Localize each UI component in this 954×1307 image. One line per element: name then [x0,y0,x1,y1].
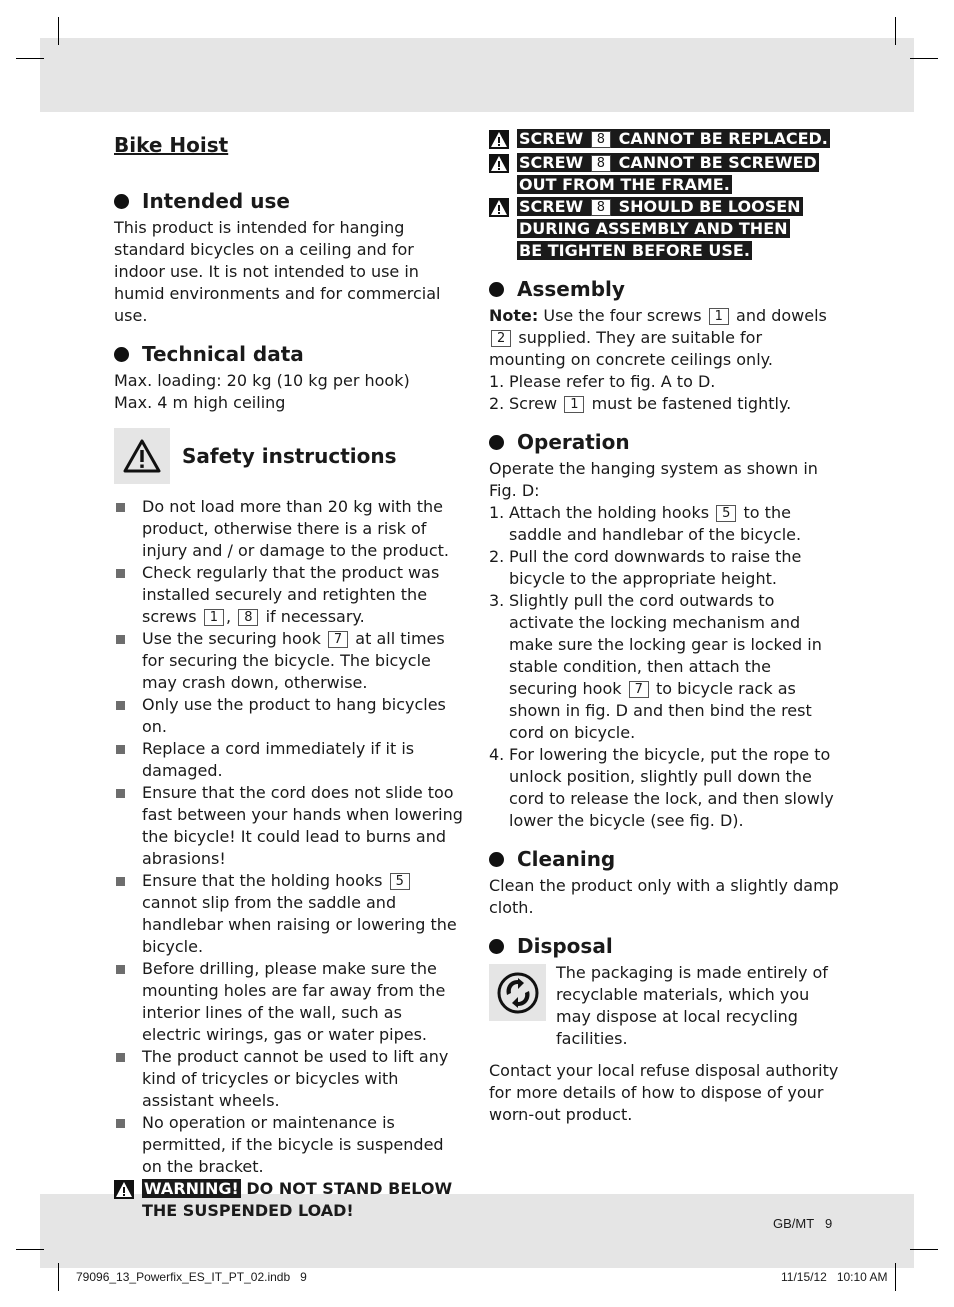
warning-text-block [517,196,813,262]
crop-mark [58,1263,59,1291]
list-item-text: at all times for securing the bicycle. The bicycle may crash down, otherwise. [142,629,445,692]
intended-use-title: Intended use [142,189,290,213]
warning-text-block [142,1178,464,1222]
warning-triangle-icon [489,152,517,176]
note-text: Use the four screws [543,306,702,325]
recycle-icon [489,964,546,1021]
warning-text-block [517,128,830,150]
warning-triangle-icon [114,1178,142,1202]
warning-text: SHOULD BE LOOSEN DURING ASSEMBLY AND THEN BE TIGHTEN BEFORE USE. [519,197,801,260]
crop-mark [895,1263,896,1291]
step-text: Attach the holding hooks [509,503,710,522]
list-item [114,562,464,628]
part-reference: 8 [591,131,611,148]
header-band [40,38,914,112]
right-column [489,128,841,1126]
page-number: 9 [825,1216,833,1231]
list-item [114,628,464,694]
intended-use-text: This product is intended for hanging standard bicycles on a ceiling and for indoor use. It is not intended to use in humid environments and for commercial use. [114,218,441,325]
screw-warning-3 [489,196,841,262]
technical-data-title: Technical data [142,342,304,366]
part-reference: 5 [390,873,410,890]
list-item-text: Ensure that the holding hooks [142,871,383,890]
page-title: Bike Hoist [114,133,229,157]
section-bullet-icon [489,435,504,450]
list-item [114,958,464,1046]
list-item-text: No operation or maintenance is permitted, if the bicycle is suspended on the bracket. [142,1113,444,1176]
step-text: Please refer to fig. A to D. [509,372,716,391]
warning-text-block [517,152,837,196]
step-text: Slightly pull the cord outwards to activate the locking mechanism and make sure the locking gear is locked in stable condition, then attach the securing hook [509,591,822,698]
part-reference: 8 [591,199,611,216]
warning-text: SCREW [519,129,584,148]
warning-label: WARNING! [144,1179,239,1198]
part-reference: 2 [491,330,511,347]
square-bullet-icon [116,503,125,512]
safety-heading [114,428,464,484]
list-item-text: Only use the product to hang bicycles on. [142,695,446,736]
screw-warning-2 [489,152,841,196]
square-bullet-icon [116,745,125,754]
screw-warning-1 [489,128,841,152]
print-datetime: 11/15/12 10:10 AM [781,1270,888,1284]
list-item [489,502,841,546]
step-text: to the saddle and handlebar of the bicycle. [509,503,802,544]
square-bullet-icon [116,965,125,974]
cleaning-title: Cleaning [517,847,616,871]
intended-use-heading [114,188,464,214]
list-item [114,738,464,782]
assembly-title: Assembly [517,277,625,301]
crop-mark [895,17,896,45]
warning-text: SCREW [519,197,584,216]
list-item-text: Before drilling, please make sure the mounting holes are far away from the interior lines of the wall, such as electric wirings, gas or water pipes. [142,959,446,1044]
disposal-heading [489,933,841,959]
list-item-text: Do not load more than 20 kg with the product, otherwise there is a risk of injury and / or damage to the product. [142,497,449,560]
crop-mark [16,1249,44,1250]
warning-triangle-icon [489,196,517,220]
separator: , [226,607,232,626]
warning-triangle-icon [489,128,517,152]
list-item-text: Use the securing hook [142,629,321,648]
step-text: to bicycle rack as shown in fig. D and then bind the rest cord on bicycle. [509,679,812,742]
step-number: 2. [489,547,505,566]
list-item [489,393,841,415]
disposal-packaging [489,962,841,1050]
list-item [489,371,841,393]
operation-title: Operation [517,430,630,454]
step-number: 1. [489,503,505,522]
square-bullet-icon [116,635,125,644]
file-info: 79096_13_Powerfix_ES_IT_PT_02.indb 9 [76,1270,307,1284]
disposal-packaging-text: The packaging is made entirely of recyclable materials, which you may dispose at local recycling facilities. [556,963,828,1048]
square-bullet-icon [116,877,125,886]
part-reference: 8 [591,155,611,172]
step-text: Screw [509,394,558,413]
list-item [114,782,464,870]
list-item-text: The product cannot be used to lift any kind of tricycles or bicycles with assistant wheels. [142,1047,449,1110]
section-bullet-icon [489,852,504,867]
operation-heading [489,429,841,455]
technical-data-heading [114,341,464,367]
square-bullet-icon [116,1119,125,1128]
part-reference: 8 [238,609,258,626]
left-column [114,128,464,1222]
list-item-text: Ensure that the cord does not slide too fast between your hands when lowering the bicycle! It could lead to burns and abrasions! [142,783,463,868]
list-item [489,590,841,744]
assembly-steps [489,371,841,415]
part-reference: 7 [629,681,649,698]
cleaning-text: Clean the product only with a slightly damp cloth. [489,876,839,917]
crop-mark [58,17,59,45]
crop-mark [16,58,44,59]
disposal-contact-text: Contact your local refuse disposal authority for more details of how to dispose of your worn-out product. [489,1061,839,1124]
list-item-text: Replace a cord immediately if it is damaged. [142,739,415,780]
list-item [114,496,464,562]
step-number: 4. [489,745,505,764]
page-number-label [773,1216,832,1231]
page-label: GB/MT [773,1216,815,1231]
list-item [489,744,841,832]
step-number: 2. [489,394,505,413]
section-bullet-icon [489,282,504,297]
safety-list [114,496,464,1178]
part-reference: 1 [204,609,224,626]
cleaning-heading [489,846,841,872]
warning-text: DO NOT STAND BELOW THE SUSPENDED LOAD! [142,1179,453,1220]
technical-line-1: Max. loading: 20 kg (10 kg per hook) [114,371,410,390]
list-item [114,870,464,958]
square-bullet-icon [116,789,125,798]
list-item [114,1046,464,1112]
part-reference: 1 [709,308,729,325]
square-bullet-icon [116,569,125,578]
list-item-text: Check regularly that the product was installed securely and retighten the screws [142,563,440,626]
square-bullet-icon [116,701,125,710]
assembly-heading [489,276,841,302]
safety-title: Safety instructions [182,444,397,468]
part-reference: 1 [564,396,584,413]
load-warning [114,1178,464,1222]
square-bullet-icon [116,1053,125,1062]
step-number: 3. [489,591,505,610]
note-label: Note: [489,306,539,325]
crop-mark [910,1249,938,1250]
technical-line-2: Max. 4 m high ceiling [114,393,286,412]
warning-text: SCREW [519,153,584,172]
step-text: must be fastened tightly. [591,394,792,413]
step-text: For lowering the bicycle, put the rope to unlock position, slightly pull down the cord to release the lock, and then slowly lower the bicycle (see fig. D). [509,745,834,830]
list-item-text: cannot slip from the saddle and handlebar when raising or lowering the bicycle. [142,893,457,956]
section-bullet-icon [114,194,129,209]
warning-text: CANNOT BE REPLACED. [618,129,828,148]
warning-triangle-icon [114,428,170,484]
part-reference: 7 [328,631,348,648]
list-item [489,546,841,590]
crop-mark [910,58,938,59]
list-item [114,1112,464,1178]
note-text: supplied. They are suitable for mounting on concrete ceilings only. [489,328,773,369]
disposal-title: Disposal [517,934,613,958]
step-number: 1. [489,372,505,391]
note-text: and dowels [736,306,827,325]
step-text: Pull the cord downwards to raise the bicycle to the appropriate height. [509,547,802,588]
warning-text: CANNOT BE SCREWED OUT FROM THE FRAME. [519,153,817,194]
list-item [114,694,464,738]
section-bullet-icon [114,347,129,362]
part-reference: 5 [716,505,736,522]
assembly-note [489,305,841,371]
list-item-text: if necessary. [265,607,365,626]
operation-steps [489,502,841,832]
section-bullet-icon [489,939,504,954]
operation-intro: Operate the hanging system as shown in Fig. D: [489,459,818,500]
